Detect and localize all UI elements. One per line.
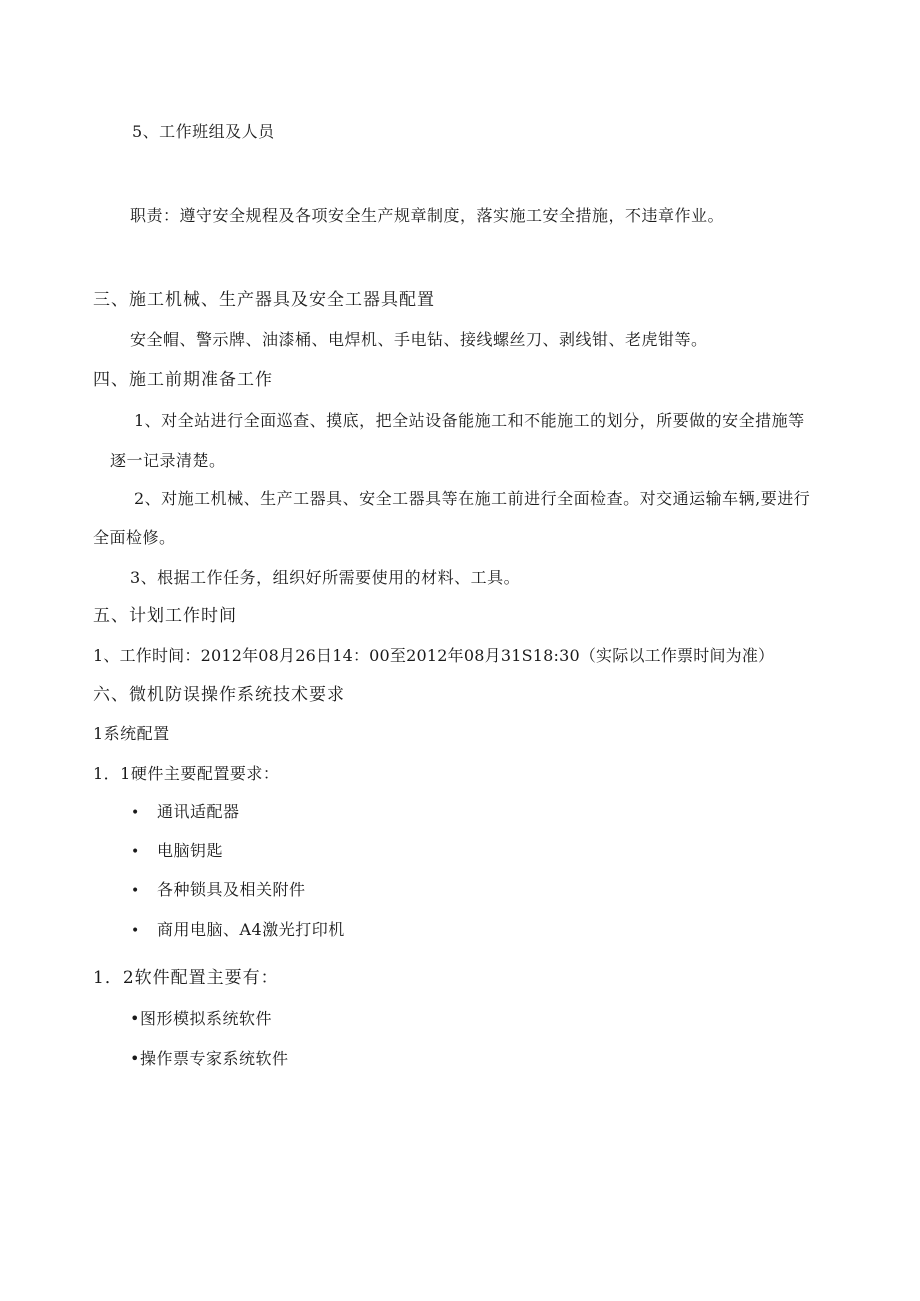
heading-schedule: 五、计划工作时间: [93, 606, 237, 626]
heading-preparation: 四、施工前期准备工作: [93, 370, 273, 390]
hardware-item: 通讯适配器: [157, 802, 240, 821]
subheading-software: 1．2软件配置主要有：: [93, 968, 279, 988]
prep-item-3: 3、根据工作任务，组织好所需要使用的材料、工具。: [130, 568, 521, 587]
bullet-icon: •: [131, 805, 140, 821]
section-title-team: 5、工作班组及人员: [132, 122, 275, 141]
subheading-system-config: 1系统配置: [93, 724, 170, 743]
prep-item-2-line-1: 2、对施工机械、生产工器具、安全工器具等在施工前进行全面检查。对交通运输车辆,要进行: [134, 489, 811, 508]
bullet-icon: •: [131, 883, 140, 899]
hardware-item: 各种锁具及相关附件: [157, 880, 306, 899]
prep-item-2-line-2: 全面检修。: [93, 528, 176, 547]
heading-equipment: 三、施工机械、生产器具及安全工器具配置: [93, 290, 435, 310]
heading-anti-misoperation: 六、微机防误操作系统技术要求: [93, 685, 345, 705]
prep-item-1-line-2: 逐一记录清楚。: [110, 451, 226, 470]
software-item: •图形模拟系统软件: [130, 1009, 272, 1028]
hardware-item: 电脑钥匙: [157, 841, 224, 860]
equipment-list: 安全帽、警示牌、油漆桶、电焊机、手电钻、接线螺丝刀、剥线钳、老虎钳等。: [130, 330, 708, 349]
hardware-item: 商用电脑、A4激光打印机: [157, 920, 345, 939]
bullet-icon: •: [131, 844, 140, 860]
bullet-icon: •: [131, 923, 140, 939]
prep-item-1-line-1: 1、对全站进行全面巡查、摸底，把全站设备能施工和不能施工的划分，所要做的安全措施等: [134, 411, 805, 430]
duty-paragraph: 职责：遵守安全规程及各项安全生产规章制度，落实施工安全措施，不违章作业。: [130, 206, 725, 225]
work-time: 1、工作时间：2012年08月26日14：00至2012年08月31S18:30（实际以工作票时间为准）: [93, 646, 775, 665]
subheading-hardware: 1．1硬件主要配置要求：: [93, 764, 280, 783]
software-item: •操作票专家系统软件: [130, 1049, 289, 1068]
